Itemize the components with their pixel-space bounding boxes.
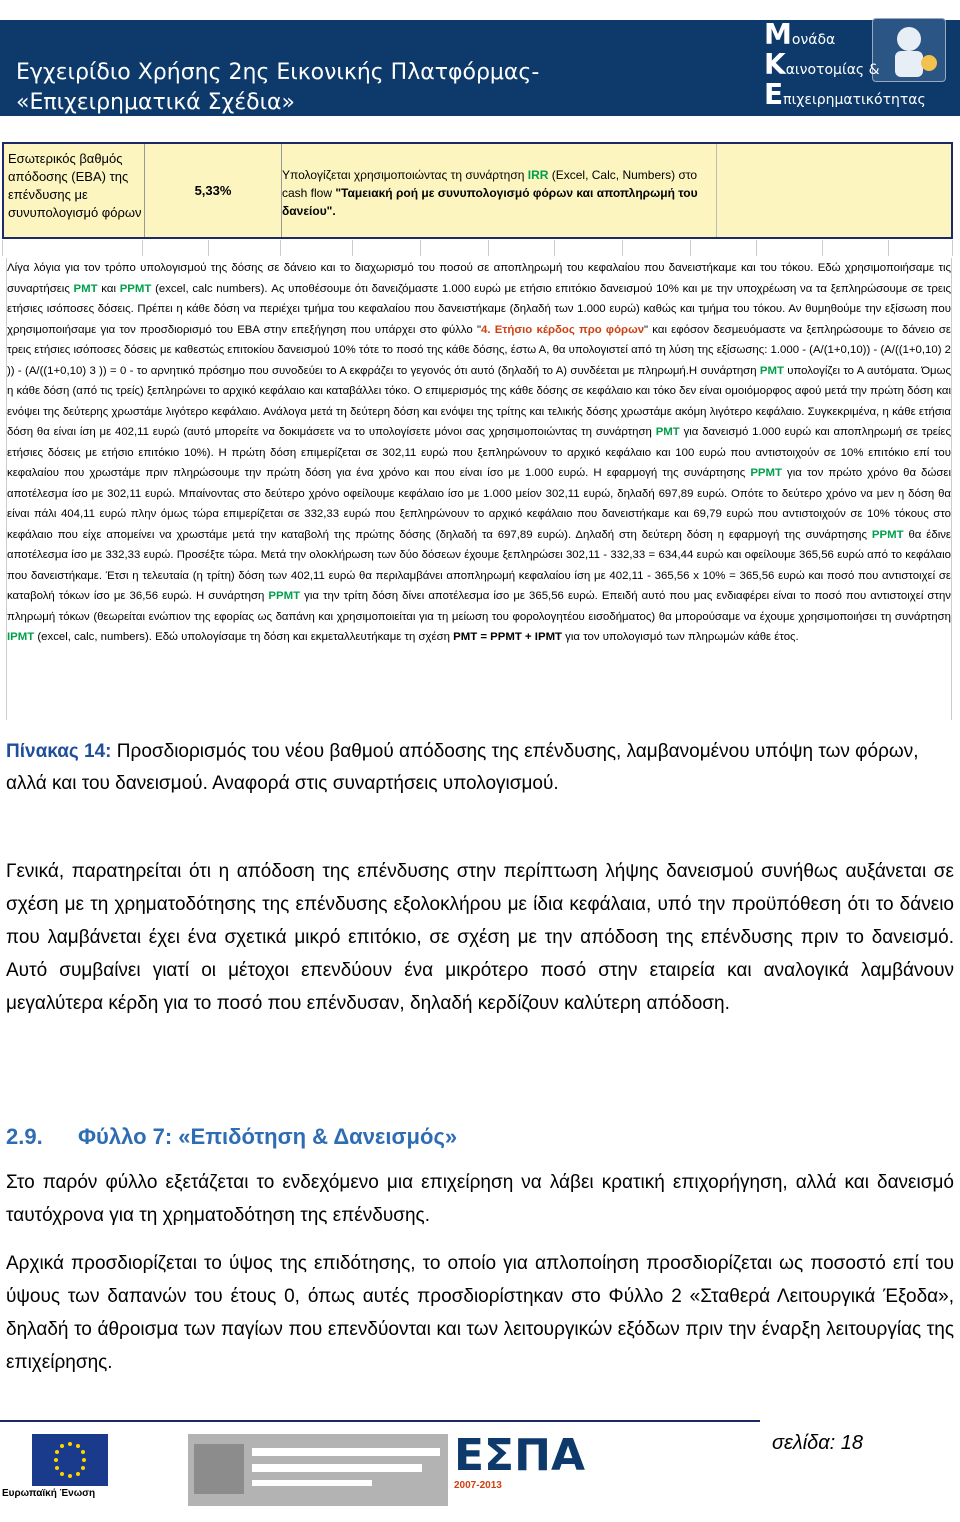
logo-letter-m: Μ: [764, 18, 792, 51]
logo-word-3: πιχειρηματικότητας: [783, 92, 926, 108]
body-paragraph-2: Στο παρόν φύλλο εξετάζεται το ενδεχόμενο μια επιχείρηση να λάβει κρατική επιχορήγηση, αλλά και δανεισμό ταυτόχρονα για τη χρηματοδότηση της επένδυσης.: [6, 1172, 954, 1226]
table-caption: [6, 736, 954, 800]
eu-text: Ευρωπαϊκή Ένωση: [2, 1488, 96, 1499]
body-paragraph-1: Γενικά, παρατηρείται ότι η απόδοση της επένδυσης στην περίπτωση λήψης δανεισμού συνήθως αυξάνεται σε σχέση με τη χρηματοδότησης της επένδυσης εξολοκλήρου με ίδια κεφάλαια, υπό την προϋπόθεση ότι το δάνειο που λαμβάνεται έχει ένα σχετικά μικρό επιτόκιο, σε σχέση με την απόδοση της επένδυσης πριν το δανεισμό. Αυτό συμβαίνει γιατί οι μέτοχοι επενδύουν ένα μικρότερο ποσό στην εταιρεία και αναλογικά λαμβάνουν μεγαλύτερα κέρδη για το ποσό που επένδυσαν, δηλαδή κερδίζουν καλύτερη απόδοση.: [6, 861, 954, 1014]
unit-logo: [764, 18, 944, 110]
caption-label: Πίνακας 14:: [6, 741, 112, 762]
section-number: 2.9.: [6, 1124, 43, 1149]
programme-logo: [188, 1434, 448, 1506]
results-table-row: [2, 142, 953, 239]
logo-letter-e: Ε: [764, 78, 784, 111]
section-title: Φύλλο 7: «Επιδότηση & Δανεισμός»: [78, 1124, 458, 1149]
caption-text: Προσδιορισμός του νέου βαθμού απόδοσης της επένδυσης, λαμβανομένου υπόψη των φόρων, αλλά και του δανεισμού. Αναφορά στις συναρτήσεις υπολογισμού.: [6, 741, 919, 794]
explanation-paragraph: Λίγα λόγια για τον τρόπο υπολογισμού της δόσης σε δάνειο και το διαχωρισμό του ποσού σε αποπληρωμή του κεφαλαίου που δανειστήκαμε και του τόκου. Εδώ χρησιμοποιήσαμε τις συναρτήσεις PMT και PPMT (excel, calc numbers). Ας υποθέσουμε ότι δανειζόμαστε 1.000 ευρώ με ετήσιο επιτόκιο δανεισμού 10% και με την υποχρέωση να τα ξεπληρώσουμε σε τρεις ετήσιες ισόποσες δόσεις. Πρέπει η κάθε δόση να περιέχει τμήμα του κεφαλαίου που δανειστήκαμε (δηλαδή των 1.000 ευρώ) καθώς και τμήμα του τόκου. Αν θυμηθούμε την εξίσωση που χρησιμοποιήσαμε για τον προσδιορισμό του ΕΒΑ στην επεξήγηση που υπάρχει στο φύλλο "4. Ετήσιο κέρδος προ φόρων" και εφόσον δεσμευόμαστε να ξεπληρώσουμε το δάνειο σε τρεις ετήσιες ισόποσες δόσεις με καθεστώς επιτοκίου δανεισμού 10% τότε το ποσό της κάθε δόσης, έστω Α, θα υπολογιστεί από τη λύση της εξίσωσης: 1.000 - (A/(1+0,10)) - (A/((1+0,10) 2 )) - (A/((1+0,10) 3 )) = 0 - το αρνητικό πρόσημο που συνοδεύει το Α εκφράζει το γεγονός ότι αυτό (δηλαδή το Α) συνδέεται με πληρωμή.Η συνάρτηση PMT υπολογίζει το Α αυτόματα. Όμως η κάθε δόση (από τις τρείς) ξεπληρώνει το αρχικό κεφάλαιο και καταβάλλει τόκο. Ο επιμερισμός της κάθε δόσης σε κεφάλαιο και τόκο δεν είναι ομοιόμορφος αφού μετά την πρώτη δόση και ενόψει της δεύτερης χρωστάμε λιγότερο κεφάλαιο. Ανάλογα μετά τη δεύτερη δόση και ενόψει της τρίτης και τελικής δόσης χρωστάμε ακόμη λιγότερο κεφάλαιο. Συγκεκριμένα, η κάθε ετήσια δόση θα είναι ίση με 402,11 ευρώ (αυτό μπορείτε να δοκιμάσετε να το υπολογίσετε μόνοι σας χρησιμοποιώντας τη συνάρτηση PMT για δανεισμό 1.000 ευρώ και αποπληρωμή σε τρείες ετήσιες δόσεις με ετήσιο επιτόκιο 10%). Η πρώτη δόση επιμερίζεται σε 302,11 ευρώ που ξεπληρώνουν το αρχικό κεφάλαιο και 100 ευρώ που αντιστοιχούν σε 10% επιτόκιο επί του κεφαλαίου που χρωστάμε πριν πληρώσουμε την πρώτη δόση για ένα χρόνο και που είναι ίσο με 1.000 ευρώ. Η εφαρμογή της συνάρτησης PPMT για τον πρώτο χρόνο θα δώσει αποτέλεσμα ίσο με 302,11 ευρώ. Μπαίνοντας στο δεύτερο χρόνο οφείλουμε κεφάλαιο ίσο με 1.000 μείον 302,11 ευρώ, δηλαδή 697,89 ευρώ. Οπότε το δεύτερο χρόνο να μεν η δόση θα είναι πάλι 404,11 ευρώ πλην όμως τώρα επιμερίζεται σε 332,33 ευρώ που ξεπληρώνουν το αρχικό κεφάλαιο που δανειστήκαμε και 69,79 ευρώ που αντιστοιχούν σε 10% τόκους στο κεφάλαιο που είχε απομείνει να χρωστάμε μετά την καταβολή της πρώτης δόσης (δηλαδή τα 697,89 ευρώ). Δηλαδή στη δεύτερη δόση η εφαρμογή της συνάρτησης PPMT θα έδινε αποτέλεσμα ίσο με 332,33 ευρώ. Προσέξτε τώρα. Μετά την ολοκλήρωση των δύο δόσεων έχουμε ξεπληρώσει 302,11 - 332,33 = 634,44 ευρώ και οφείλουμε 365,56 ευρώ από το κεφάλαιο που δανειστήκαμε. Έτσι η τελευταία (η τρίτη) δόση των 402,11 ευρώ θα περιλαμβάνει αποπληρωμή κεφαλαίου ίση με 402,11 - 365,56 x 10% = 365,56 ευρώ και ποσό που αντιστοιχεί σε καταβολή τόκων ίσο με 36,56 ευρώ. Η συνάρτηση PPMT για την τρίτη δόση δίνει αποτέλεσμα ίσο με 365,56 ευρώ. Επειδή αυτό που μας ενδιαφέρει είναι το ποσό που αντιστοιχεί στην πληρωμή τόκων (θεωρείται ενώπιον της εφορίας ως δαπάνη και χρησιμοποιείται για τη μείωση του φορολογητέου εισοδήματος) θα μπορούσαμε να έχουμε χρησιμοποιήσει τη συνάρτηση IPMT (excel, calc, numbers). Εδώ υπολογίσαμε τη δόση και εκμεταλλευτήκαμε τη σχέση PMT = PPMT + IPMT για τον υπολογισμό των πληρωμών κάθε έτος.: [6, 258, 952, 720]
title-line-2: «Επιχειρηματικά Σχέδια»: [16, 90, 296, 115]
title-line-1: Εγχειρίδιο Χρήσης 2ης Εικονικής Πλατφόρμας-: [16, 60, 540, 85]
espa-wordmark: ΕΣΠΑ: [454, 1430, 585, 1481]
espa-years: 2007-2013: [454, 1480, 502, 1491]
spreadsheet-gridlines: [2, 240, 953, 256]
logo-word-1: ονάδα: [791, 32, 836, 48]
document-title: [16, 58, 539, 118]
page-header: [0, 0, 960, 120]
column-divider: [716, 144, 717, 237]
logo-letter-k: Κ: [764, 48, 786, 81]
footer-logos: [2, 1428, 752, 1514]
espa-logo: [454, 1430, 754, 1510]
logo-word-2: αινοτομίας &: [785, 62, 880, 78]
page-number: σελίδα: 18: [772, 1432, 864, 1454]
eu-flag-icon: [32, 1434, 108, 1486]
logo-illustration: [872, 18, 946, 82]
section-heading: [6, 1124, 457, 1150]
eu-logo: [2, 1428, 152, 1514]
row-value: 5,33%: [144, 144, 282, 237]
row-description: Υπολογίζεται χρησιμοποιώντας τη συνάρτηση IRR (Excel, Calc, Numbers) στο cash flow "Ταμειακή ροή με συνυπολογισμό φόρων και αποπληρωμή του δανείου".: [282, 168, 698, 218]
footer-rule: [0, 1420, 760, 1422]
body-paragraph-3: Αρχικά προσδιορίζεται το ύψος της επιδότησης, το οποίο για απλοποίηση προσδιορίζεται ως ποσοστό επί του ύψους των δαπανών του έτους 0, όπως αυτές προσδιορίστηκαν στο Φύλλο 2 «Σταθερά Λειτουργικά Έξοδα», δηλαδή το άθροισμα των παγίων που επενδύονται και των λειτουργικών εξόδων πριν την έναρξη λειτουργίας της επιχείρησης.: [6, 1253, 954, 1373]
row-label: Εσωτερικός βαθμός απόδοσης (ΕΒΑ) της επένδυσης με συνυπολογισμό φόρων: [8, 151, 142, 220]
